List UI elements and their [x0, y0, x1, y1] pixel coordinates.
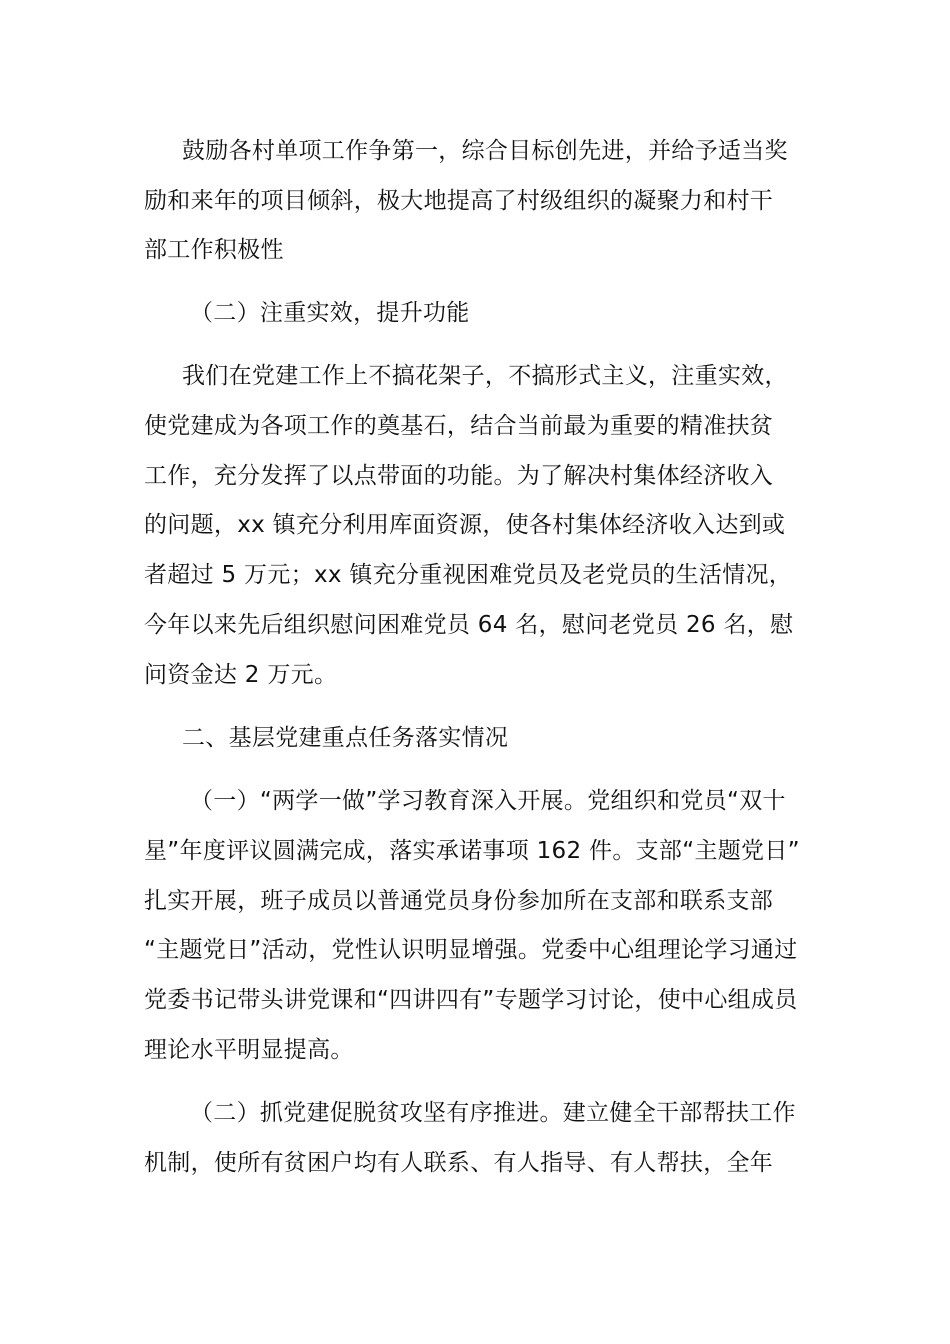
- section-subheading: （二）注重实效，提升功能: [190, 300, 470, 326]
- paragraph-line: 理论水平明显提高。: [144, 1037, 354, 1063]
- paragraph-line: 的问题，xx 镇充分利用库面资源，使各村集体经济收入达到或: [144, 512, 786, 538]
- paragraph-line: 机制，使所有贫困户均有人联系、有人指导、有人帮扶，全年: [144, 1150, 774, 1176]
- paragraph-line: 鼓励各村单项工作争第一，综合目标创先进，并给予适当奖: [182, 138, 788, 164]
- paragraph-line: 励和来年的项目倾斜，极大地提高了村级组织的凝聚力和村干: [144, 188, 774, 214]
- paragraph-line: （一）“两学一做”学习教育深入开展。党组织和党员“双十: [190, 788, 786, 814]
- paragraph-line: （二）抓党建促脱贫攻坚有序推进。建立健全干部帮扶工作: [190, 1100, 796, 1126]
- paragraph-line: 问资金达 2 万元。: [144, 662, 338, 688]
- paragraph-line: 扎实开展，班子成员以普通党员身份参加所在支部和联系支部: [144, 888, 774, 914]
- paragraph-line: 星”年度评议圆满完成，落实承诺事项 162 件。支部“主题党日”: [144, 838, 800, 864]
- paragraph-line: 我们在党建工作上不搞花架子，不搞形式主义，注重实效，: [182, 363, 788, 389]
- paragraph-line: “主题党日”活动，党性认识明显增强。党委中心组理论学习通过: [144, 937, 798, 963]
- paragraph-line: 党委书记带头讲党课和“四讲四有”专题学习讨论，使中心组成员: [144, 987, 798, 1013]
- section-heading: 二、基层党建重点任务落实情况: [182, 725, 509, 751]
- paragraph-line: 今年以来先后组织慰问困难党员 64 名，慰问老党员 26 名，慰: [144, 612, 794, 638]
- paragraph-line: 者超过 5 万元；xx 镇充分重视困难党员及老党员的生活情况，: [144, 562, 793, 588]
- paragraph-line: 部工作积极性: [144, 237, 284, 263]
- paragraph-line: 工作，充分发挥了以点带面的功能。为了解决村集体经济收入: [144, 463, 774, 489]
- paragraph-line: 使党建成为各项工作的奠基石，结合当前最为重要的精准扶贫: [144, 413, 774, 439]
